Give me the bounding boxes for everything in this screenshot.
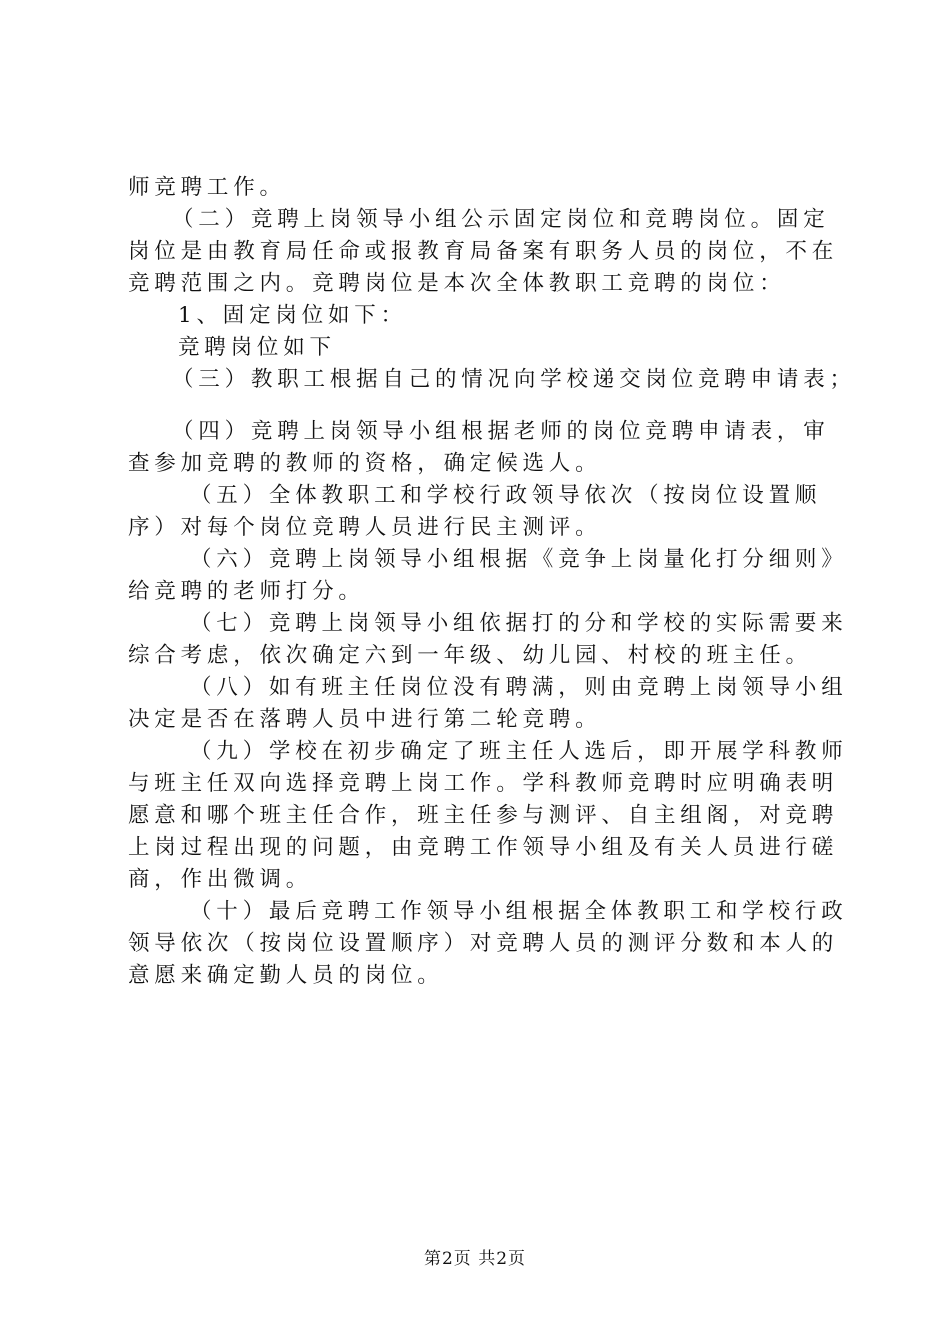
list-item-competitive-positions: 竞聘岗位如下 <box>178 335 336 360</box>
text-line: 意愿来确定勤人员的岗位。 <box>128 963 444 988</box>
text-line: 师竞聘工作。 <box>128 175 286 200</box>
text-line: 决定是否在落聘人员中进行第二轮竞聘。 <box>128 707 602 732</box>
text-line: 愿意和哪个班主任合作，班主任参与测评、自主组阁，对竞聘 <box>128 803 839 828</box>
text-line: 岗位是由教育局任命或报教育局备案有职务人员的岗位，不在 <box>128 239 839 264</box>
paragraph-start-line: （二）竞聘上岗领导小组公示固定岗位和竞聘岗位。固定 <box>172 207 830 232</box>
document-body <box>128 172 856 992</box>
text-line: 查参加竞聘的教师的资格，确定候选人。 <box>128 451 602 476</box>
text-line: 竞聘范围之内。竞聘岗位是本次全体教职工竞聘的岗位： <box>128 271 786 296</box>
list-item-fixed-positions: 1、固定岗位如下： <box>178 303 407 328</box>
text-line: 综合考虑，依次确定六到一年级、幼儿园、村校的班主任。 <box>128 643 812 668</box>
paragraph-start-line: （九）学校在初步确定了班主任人选后，即开展学科教师 <box>190 739 848 764</box>
paragraph-start-line: （五）全体教职工和学校行政领导依次（按岗位设置顺 <box>190 483 822 508</box>
paragraph-start-line: （七）竞聘上岗领导小组依据打的分和学校的实际需要来 <box>190 611 848 636</box>
text-line: 上岗过程出现的问题，由竞聘工作领导小组及有关人员进行磋 <box>128 835 839 860</box>
text-line: 商，作出微调。 <box>128 867 313 892</box>
paragraph-start-line: （六）竞聘上岗领导小组根据《竞争上岗量化打分细则》 <box>190 547 848 572</box>
paragraph-start-line: （三）教职工根据自己的情况向学校递交岗位竞聘申请表； <box>172 367 856 392</box>
page-number-footer: 第2页 共2页 <box>423 1249 527 1269</box>
paragraph-start-line: （八）如有班主任岗位没有聘满，则由竞聘上岗领导小组 <box>190 675 848 700</box>
text-line: 序）对每个岗位竞聘人员进行民主测评。 <box>128 515 602 540</box>
text-line: 领导依次（按岗位设置顺序）对竞聘人员的测评分数和本人的 <box>128 931 839 956</box>
paragraph-start-line: （十）最后竞聘工作领导小组根据全体教职工和学校行政 <box>190 899 848 924</box>
text-line: 与班主任双向选择竞聘上岗工作。学科教师竞聘时应明确表明 <box>128 771 839 796</box>
paragraph-start-line: （四）竞聘上岗领导小组根据老师的岗位竞聘申请表，审 <box>172 419 830 444</box>
text-line: 给竞聘的老师打分。 <box>128 579 365 604</box>
paragraph-gap <box>128 396 833 416</box>
